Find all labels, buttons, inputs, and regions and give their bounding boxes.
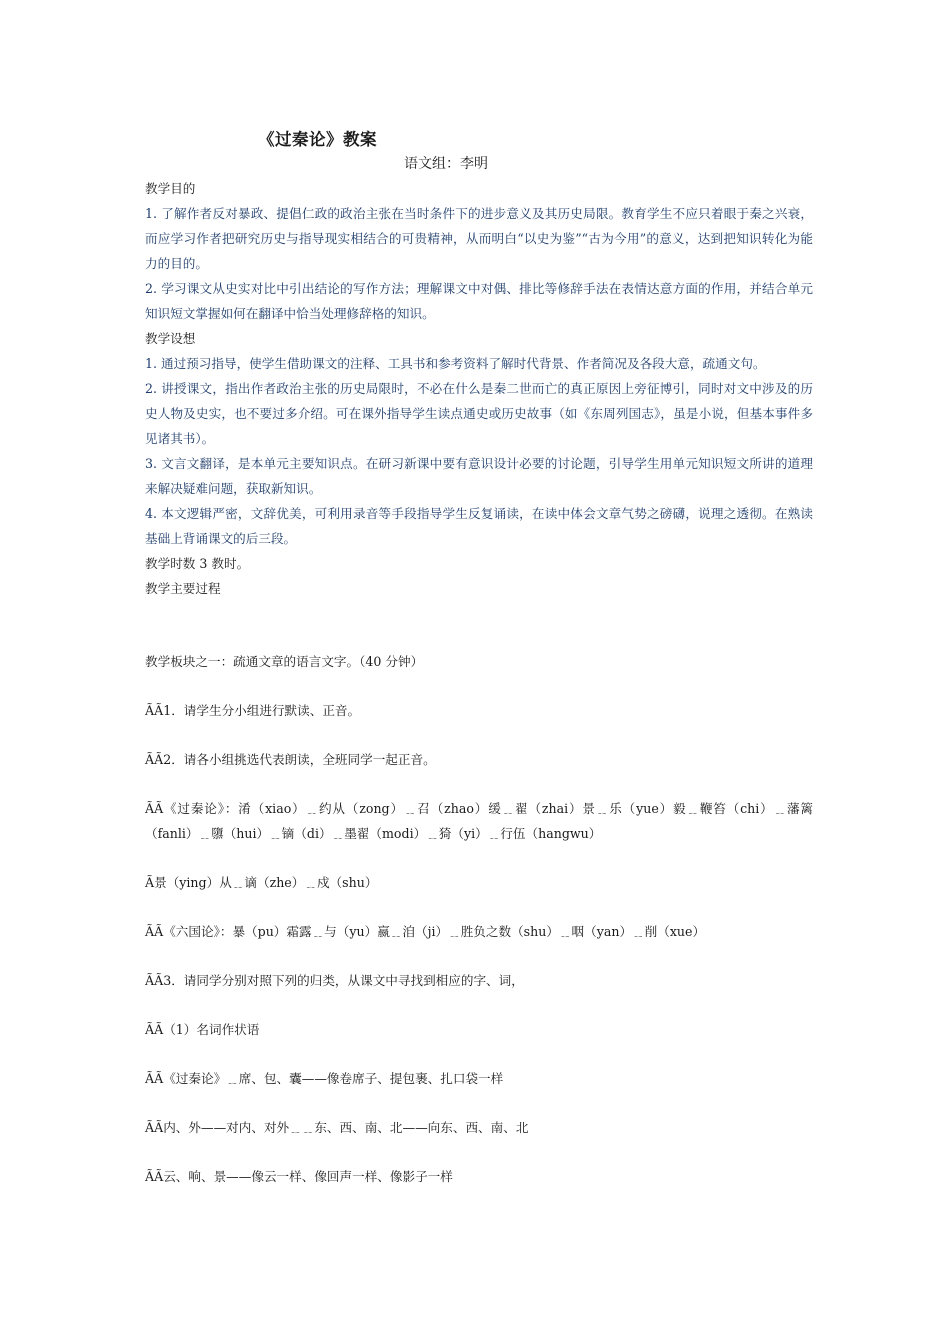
step-item: ÃÃ1．请学生分小组进行默读、正音。 — [145, 703, 361, 718]
process-heading: 教学主要过程 — [145, 581, 221, 596]
design-item: 1. 通过预习指导，使学生借助课文的注释、工具书和参考资料了解时代背景、作者简况及各段大意，疏通文句。 — [145, 356, 766, 371]
step-item: ÃÃ2．请各小组挑选代表朗读，全班同学一起正音。 — [145, 752, 436, 767]
goal-item: 1. 了解作者反对暴政、提倡仁政的政治主张在当时条件下的进步意义及其历史局限。教育学生不应只着眼于秦之兴衰，而应学习作者把研究历史与指导现实相结合的可贵精神，从而明白“以史为鉴”“古为今用”的意义，达到把知识转化为能力的目的。 — [145, 206, 813, 271]
example-item: ÃÃ《过秦论》﹎席、包、囊——像卷席子、提包裹、扎口袋一样 — [145, 1071, 504, 1086]
pronunciation-guoqin: ÃÃ《过秦论》：淆（xiao）﹎约从（zong）﹎召（zhao）缓﹎翟（zhai）景﹎乐（yue）毅﹎鞭笞（chi）﹎藩篱（fanli）﹎隳（hui）﹎镝（di）﹎墨翟（modi）﹎猗（yi）﹎行伍（hangwu） — [145, 801, 813, 841]
document-author: 语文组：李明 — [404, 156, 488, 172]
design-item: 4. 本文逻辑严密，文辞优美，可利用录音等手段指导学生反复诵读，在读中体会文章气势之磅礴，说理之透彻。在熟读基础上背诵课文的后三段。 — [145, 506, 813, 546]
pronunciation-liuguo: ÃÃ《六国论》：暴（pu）霜露﹎与（yu）嬴﹎洎（ji）﹎胜负之数（shu）﹎咽（yan）﹎削（xue） — [145, 924, 706, 939]
process-section — [145, 649, 813, 1213]
example-item: ÃÃ云、响、景——像云一样、像回声一样、像影子一样 — [145, 1169, 453, 1184]
step-item: ÃÃ3．请同学分别对照下列的归类，从课文中寻找到相应的字、词， — [145, 973, 524, 988]
goal-item: 2. 学习课文从史实对比中引出结论的写作方法；理解课文中对偶、排比等修辞手法在表情达意方面的作用，并结合单元知识短文掌握如何在翻译中恰当处理修辞格的知识。 — [145, 281, 813, 321]
design-item: 2. 讲授课文，指出作者政治主张的历史局限时，不必在什么是秦二世而亡的真正原因上旁征博引，同时对文中涉及的历史人物及史实，也不要过多介绍。可在课外指导学生读点通史或历史故事（如《东周列国志》，虽是小说，但基本事件多见诸其书）。 — [145, 381, 813, 446]
teaching-hours: 教学时数 3 教时。 — [145, 556, 250, 571]
design-item: 3. 文言文翻译，是本单元主要知识点。在研习新课中要有意识设计必要的讨论题，引导学生用单元知识短文所讲的道理来解决疑难问题，获取新知识。 — [145, 456, 813, 496]
pronunciation-extra: Ã景（ying）从﹎谪（zhe）﹎戍（shu） — [145, 875, 378, 890]
design-heading: 教学设想 — [145, 331, 196, 346]
document-body — [145, 176, 813, 601]
goals-heading: 教学目的 — [145, 181, 196, 196]
example-item: ÃÃ内、外——对内、对外﹎﹎东、西、南、北——向东、西、南、北 — [145, 1120, 529, 1135]
document-title: 《过秦论》教案 — [258, 130, 377, 149]
category-item: ÃÃ（1）名词作状语 — [145, 1022, 260, 1037]
module-heading: 教学板块之一：疏通文章的语言文字。（40 分钟） — [145, 654, 424, 669]
